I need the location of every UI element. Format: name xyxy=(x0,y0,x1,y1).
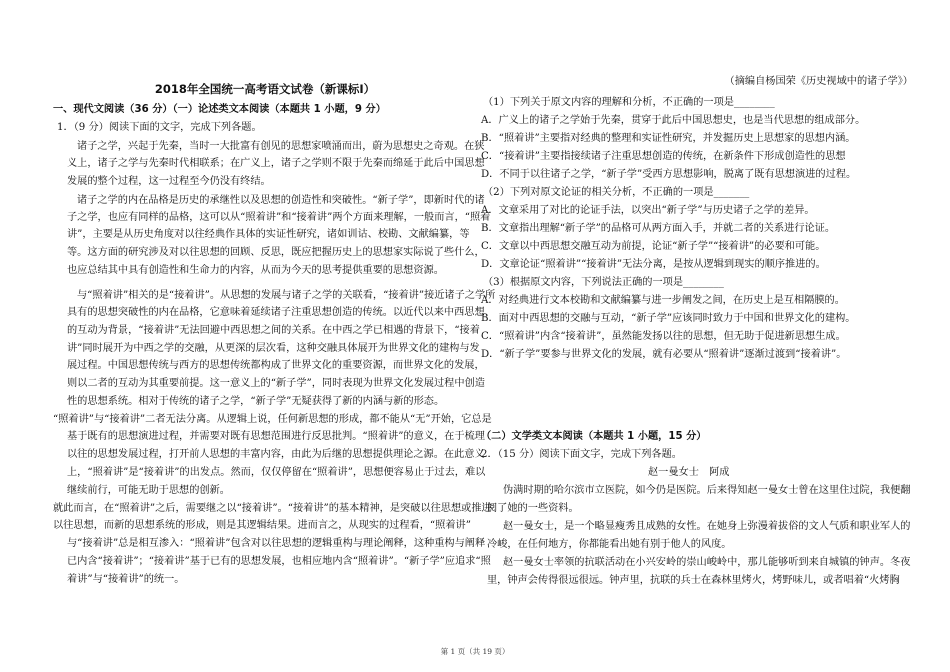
passage-line: 与“照着讲”相关的是“接着讲”。从思想的发展与诸子之学的关联看，“接着讲”接近诸子之学所 xyxy=(77,290,496,301)
passage-line: 诸子之学，兴起于先秦，当时一大批富有创见的思想家喷涌而出，蔚为思想史之奇观。在狭 xyxy=(77,141,485,152)
passage-line: “照着讲”与“接着讲”二者无法分离。从逻辑上说，任何新思想的形成，都不能从“无”开始，它总是 xyxy=(53,414,492,425)
passage-line: 诸子之学的内在品格是历史的承继性以及思想的创造性和突破性。“新子学”，即新时代的诸 xyxy=(77,195,485,206)
passage-line: 子之学，也应有同样的品格，这可以从“照着讲”和“接着讲”两个方面来理解，一般而言，“照着 xyxy=(67,212,491,223)
passage-line: 继续前行，可能无助于思想的创新。 xyxy=(67,485,230,496)
source-citation: （摘编自杨国荣《历史视域中的诸子学》） xyxy=(724,76,913,87)
section1-heading: 一、现代文阅读（36 分）（一）论述类文本阅读（本题共 1 小题，9 分） xyxy=(53,104,386,115)
option: D．不同于以往诸子之学，“新子学”受西方思想影响，脱离了既有思想演进的过程。 xyxy=(481,169,857,180)
story-line: 冷峻，在任何地方，你都能看出她有别于他人的风度。 xyxy=(487,539,732,550)
passage-line: 与“接着讲”总是相互渗入：“照着讲”包含对以往思想的逻辑重构与理论阐释，这种重构与阐释 xyxy=(67,538,486,549)
passage-line: 发展的整个过程，这一过程至今仍没有终结。 xyxy=(67,176,271,187)
story-line: 伪满时期的哈尔滨市立医院，如今仍是医院。后来得知赵一曼女士曾在这里住过院，我便翻 xyxy=(503,485,911,496)
option: C．“照着讲”内含“接着讲”，虽然能发扬以往的思想，但无助于促进新思想生成。 xyxy=(481,331,846,342)
section2-heading: （二）文学类文本阅读（本题共 1 小题，15 分） xyxy=(481,431,707,442)
question1-intro: 1．（9 分）阅读下面的文字，完成下列各题。 xyxy=(57,122,262,133)
option: A．文章采用了对比的论证手法，以突出“新子学”与历史诸子之学的差异。 xyxy=(481,205,815,216)
passage-line: 以往思想，而新的思想系统的形成，则是其逻辑结果。进而言之，从现实的过程看，“照着讲” xyxy=(53,520,471,531)
option: B．面对中西思想的交融与互动，“新子学”应该同时致力于中国和世界文化的建构。 xyxy=(481,313,856,324)
option: B．“照着讲”主要指对经典的整理和实证性研究，并发掘历史上思想家的思想内涵。 xyxy=(481,133,856,144)
story-line: 阅了她的一些资料。 xyxy=(487,503,579,514)
subquestion-2: （2）下列对原文论证的相关分析，不正确的一项是_______ xyxy=(483,187,750,198)
option: C．文章以中西思想交融互动为前提，论证“新子学”“接着讲”的必要和可能。 xyxy=(481,241,826,252)
passage-line: 具有的思想突破性的内在品格，它意味着延续诸子注重思想创造的传统。以近代以来中西思想 xyxy=(67,307,485,318)
option: D．“新子学”要参与世界文化的发展，就有必要从“照着讲”逐渐过渡到“接着讲”。 xyxy=(481,349,847,360)
passage-line: 上，“照着讲”是“接着讲”的出发点。然而，仅仅停留在“照着讲”，思想便容易止于过去，难以 xyxy=(67,467,486,478)
story-line: 里，钟声会传得很远很远。钟声里，抗联的兵士在森林里烤火，烤野味儿，或者唱着“火烤胸 xyxy=(487,575,900,586)
subquestion-3: （3）根据原文内容，下列说法正确的一项是________ xyxy=(483,277,724,288)
story-title: 赵一曼女士 阿成 xyxy=(648,467,730,478)
option: C．“接着讲”主要指接续诸子注重思想创造的传统，在新条件下形成创造性的思想 xyxy=(481,151,846,162)
story-line: 赵一曼女士，是一个略显瘦秀且成熟的女性。在她身上弥漫着拔俗的文人气质和职业军人的 xyxy=(503,521,911,532)
option: A．对经典进行文本校勘和文献编纂与进一步阐发之间，在历史上是互相隔膜的。 xyxy=(481,295,845,306)
subquestion-1: （1）下列关于原文内容的理解和分析，不正确的一项是________ xyxy=(483,97,775,108)
passage-line: 等。这方面的研究涉及对以往思想的回顾、反思，既应把握历史上的思想家实际说了些什么， xyxy=(67,247,485,258)
page-footer: 第 1 页（共 19 页） xyxy=(440,647,510,656)
passage-line: 以往的思想发展过程，打开前人思想的丰富内容，由此为后继的思想提供理论之源。在此意义 xyxy=(67,449,485,460)
passage-line: 就此而言，在“照着讲”之后，需要继之以“接着讲”。“接着讲”的基本精神，是突破以往思想或推进 xyxy=(53,503,492,514)
passage-line: 也应总结其中具有创造性和生命力的内容，从而为今天的思考提供重要的思想资源。 xyxy=(67,265,444,276)
page-title: 2018年全国统一高考语文试卷（新课标Ⅰ） xyxy=(154,82,376,96)
passage-line: 着讲”与“接着讲”的统一。 xyxy=(67,574,185,585)
passage-line: 性的思想系统。相对于传统的诸子之学，“新子学”无疑获得了新的内涵与新的形态。 xyxy=(67,396,445,407)
option: B．文章指出理解“新子学”的品格可从两方面入手，并就二者的关系进行论证。 xyxy=(481,223,836,234)
passage-line: 展过程。中国思想传统与西方的思想传统都构成了世界文化的重要资源，而世界文化的发展， xyxy=(67,360,485,371)
passage-line: 讲”同时展开为中西之学的交融，从更深的层次看，这种交融具体展开为世界文化的建构与发 xyxy=(67,343,480,354)
option: A．广义上的诸子之学始于先秦，贯穿于此后中国思想史，也是当代思想的组成部分。 xyxy=(481,115,866,126)
option: D．文章论证“照着讲”“接着讲”无法分离，是按从逻辑到现实的顺序推进的。 xyxy=(481,259,826,270)
question2-intro: 2．（15 分）阅读下面文字，完成下列各题。 xyxy=(481,449,682,460)
passage-line: 讲”，主要是从历史角度对以往经典作具体的实证性研究，诸如训诂、校勘、文献编纂，等 xyxy=(67,229,470,240)
passage-line: 的互动为背景，“接着讲”无法回避中西思想之间的关系。在中西之学已相遇的背景下，“接着 xyxy=(67,325,480,336)
passage-line: 则以二者的互动为其重要前提。这一意义上的“新子学”，同时表现为世界文化发展过程中创造 xyxy=(67,378,485,389)
passage-line: 已内含“接着讲”；“接着讲”基于已有的思想发展，也相应地内含“照着讲”。“新子学”应追求“照 xyxy=(67,556,491,567)
passage-line: 基于既有的思想演进过程，并需要对既有思想范围进行反思批判。“照着讲”的意义，在于梳理 xyxy=(67,431,485,442)
story-line: 赵一曼女士率领的抗联活动在小兴安岭的崇山峻岭中，那儿能够听到来自城镇的钟声。冬夜 xyxy=(503,557,911,568)
passage-line: 义上，诸子之学与先秦时代相联系；在广义上，诸子之学则不限于先秦而绵延于此后中国思想 xyxy=(67,158,485,169)
